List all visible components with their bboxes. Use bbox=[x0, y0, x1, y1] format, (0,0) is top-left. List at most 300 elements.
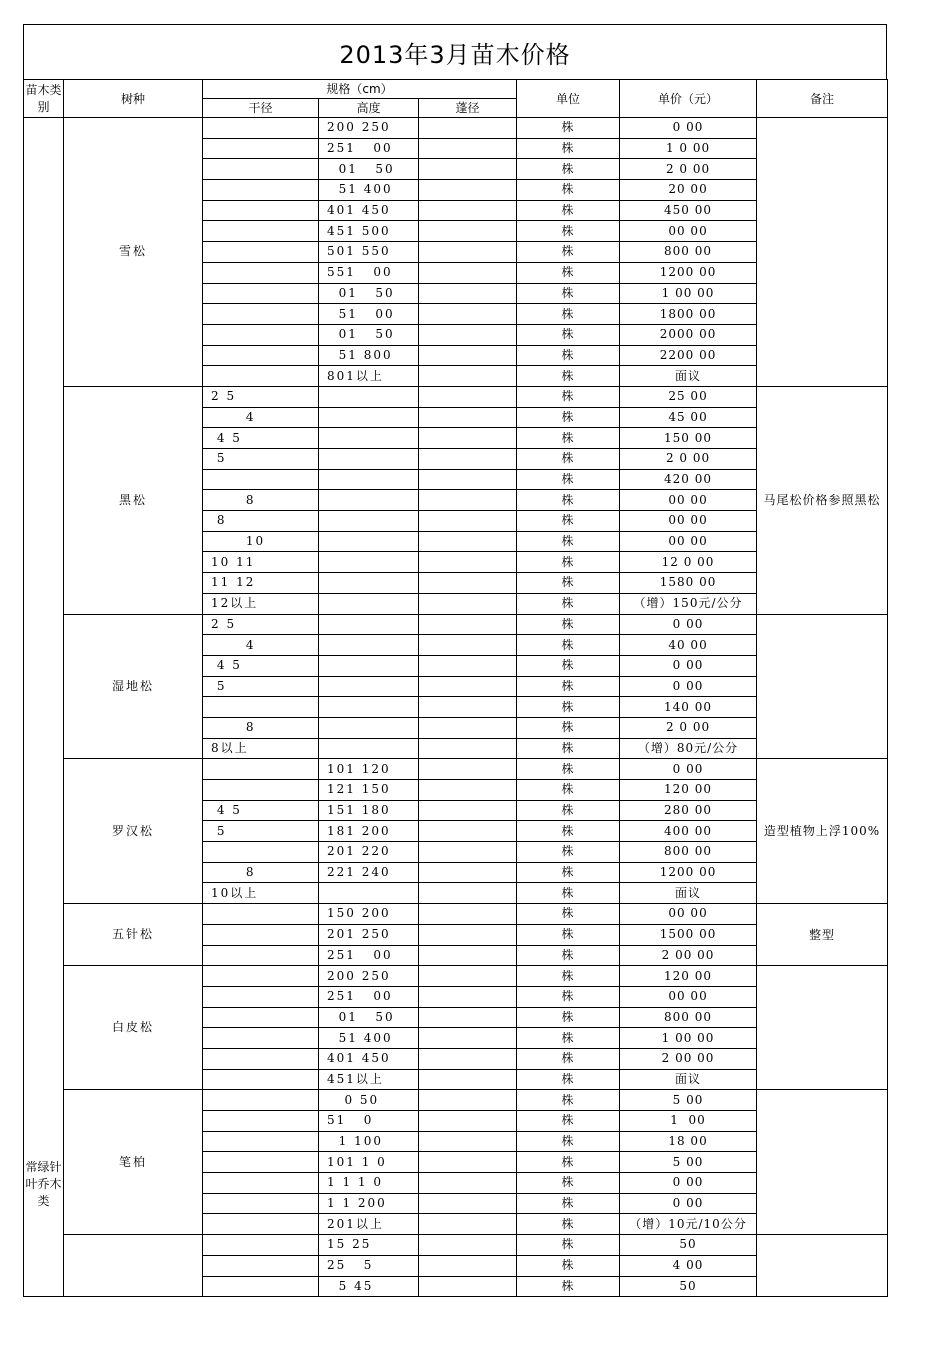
height-cell: 51 400 bbox=[319, 180, 419, 201]
crown-cell bbox=[419, 118, 517, 139]
trunk-cell bbox=[203, 262, 319, 283]
trunk-cell bbox=[203, 324, 319, 345]
trunk-cell bbox=[203, 759, 319, 780]
price-cell: 5 00 bbox=[620, 1152, 757, 1173]
trunk-cell bbox=[203, 697, 319, 718]
price-cell: 0 00 bbox=[620, 614, 757, 635]
header-price: 单价（元） bbox=[620, 80, 757, 118]
unit-cell: 株 bbox=[517, 1193, 620, 1214]
trunk-cell: 8以上 bbox=[203, 738, 319, 759]
crown-cell bbox=[419, 1069, 517, 1090]
price-cell: 00 00 bbox=[620, 221, 757, 242]
table-row bbox=[24, 904, 888, 925]
price-cell: 面议 bbox=[620, 366, 757, 387]
crown-cell bbox=[419, 842, 517, 863]
crown-cell bbox=[419, 1276, 517, 1297]
header-category: 苗木类别 bbox=[24, 80, 64, 118]
trunk-cell bbox=[203, 180, 319, 201]
crown-cell bbox=[419, 966, 517, 987]
unit-cell: 株 bbox=[517, 676, 620, 697]
unit-cell: 株 bbox=[517, 552, 620, 573]
crown-cell bbox=[419, 800, 517, 821]
height-cell: 801以上 bbox=[319, 366, 419, 387]
trunk-cell bbox=[203, 1255, 319, 1276]
crown-cell bbox=[419, 759, 517, 780]
unit-cell: 株 bbox=[517, 118, 620, 139]
height-cell: 451以上 bbox=[319, 1069, 419, 1090]
crown-cell bbox=[419, 945, 517, 966]
header-crown: 蓬径 bbox=[419, 99, 517, 118]
crown-cell bbox=[419, 593, 517, 614]
sheet-title: 2013年3月苗木价格 bbox=[23, 24, 887, 79]
height-cell: 5 45 bbox=[319, 1276, 419, 1297]
unit-cell: 株 bbox=[517, 1152, 620, 1173]
trunk-cell: 4 bbox=[203, 407, 319, 428]
trunk-cell: 4 5 bbox=[203, 428, 319, 449]
price-cell: 150 00 bbox=[620, 428, 757, 449]
crown-cell bbox=[419, 345, 517, 366]
price-cell: 2 0 00 bbox=[620, 449, 757, 470]
price-cell: 0 00 bbox=[620, 1193, 757, 1214]
crown-cell bbox=[419, 200, 517, 221]
price-cell: 40 00 bbox=[620, 635, 757, 656]
crown-cell bbox=[419, 242, 517, 263]
trunk-cell bbox=[203, 159, 319, 180]
price-cell: 面议 bbox=[620, 883, 757, 904]
unit-cell: 株 bbox=[517, 345, 620, 366]
unit-cell: 株 bbox=[517, 945, 620, 966]
unit-cell: 株 bbox=[517, 821, 620, 842]
price-cell: 1 0 00 bbox=[620, 138, 757, 159]
species-cell: 五针松 bbox=[64, 904, 203, 966]
unit-cell: 株 bbox=[517, 428, 620, 449]
height-cell bbox=[319, 635, 419, 656]
trunk-cell: 4 5 bbox=[203, 655, 319, 676]
price-cell: （增）80元/公分 bbox=[620, 738, 757, 759]
crown-cell bbox=[419, 1028, 517, 1049]
price-cell: 1 00 bbox=[620, 1111, 757, 1132]
remark-cell: 马尾松价格参照黑松 bbox=[757, 386, 888, 614]
height-cell: 25 5 bbox=[319, 1255, 419, 1276]
height-cell bbox=[319, 552, 419, 573]
height-cell: 51 400 bbox=[319, 1028, 419, 1049]
height-cell bbox=[319, 407, 419, 428]
unit-cell: 株 bbox=[517, 635, 620, 656]
height-cell: 251 00 bbox=[319, 945, 419, 966]
height-cell: 121 150 bbox=[319, 780, 419, 801]
header-row bbox=[24, 80, 888, 99]
unit-cell: 株 bbox=[517, 904, 620, 925]
trunk-cell bbox=[203, 1007, 319, 1028]
price-cell: 2 0 00 bbox=[620, 717, 757, 738]
unit-cell: 株 bbox=[517, 966, 620, 987]
height-cell bbox=[319, 511, 419, 532]
price-cell: 120 00 bbox=[620, 966, 757, 987]
unit-cell: 株 bbox=[517, 1173, 620, 1194]
crown-cell bbox=[419, 821, 517, 842]
price-cell: 120 00 bbox=[620, 780, 757, 801]
remark-cell bbox=[757, 614, 888, 759]
unit-cell: 株 bbox=[517, 531, 620, 552]
unit-cell: 株 bbox=[517, 883, 620, 904]
crown-cell bbox=[419, 676, 517, 697]
price-cell: 00 00 bbox=[620, 531, 757, 552]
trunk-cell bbox=[203, 283, 319, 304]
unit-cell: 株 bbox=[517, 1111, 620, 1132]
price-cell: 1200 00 bbox=[620, 262, 757, 283]
trunk-cell bbox=[203, 1152, 319, 1173]
unit-cell: 株 bbox=[517, 490, 620, 511]
trunk-cell bbox=[203, 842, 319, 863]
price-cell: 2 0 00 bbox=[620, 159, 757, 180]
remark-cell: 造型植物上浮100% bbox=[757, 759, 888, 904]
height-cell bbox=[319, 676, 419, 697]
price-cell: 00 00 bbox=[620, 986, 757, 1007]
trunk-cell: 2 5 bbox=[203, 386, 319, 407]
height-cell: 251 00 bbox=[319, 138, 419, 159]
price-cell: 450 00 bbox=[620, 200, 757, 221]
price-cell: 50 bbox=[620, 1235, 757, 1256]
trunk-cell: 4 5 bbox=[203, 800, 319, 821]
crown-cell bbox=[419, 262, 517, 283]
crown-cell bbox=[419, 1131, 517, 1152]
price-cell: 00 00 bbox=[620, 490, 757, 511]
height-cell: 1 100 bbox=[319, 1131, 419, 1152]
unit-cell: 株 bbox=[517, 1276, 620, 1297]
price-cell: 1 00 00 bbox=[620, 1028, 757, 1049]
height-cell: 501 550 bbox=[319, 242, 419, 263]
table-row bbox=[24, 118, 888, 139]
price-cell: 45 00 bbox=[620, 407, 757, 428]
unit-cell: 株 bbox=[517, 1255, 620, 1276]
page-cutoff bbox=[0, 1299, 950, 1345]
trunk-cell bbox=[203, 1069, 319, 1090]
crown-cell bbox=[419, 407, 517, 428]
price-sheet bbox=[23, 24, 887, 1297]
height-cell bbox=[319, 531, 419, 552]
unit-cell: 株 bbox=[517, 573, 620, 594]
unit-cell: 株 bbox=[517, 1235, 620, 1256]
price-cell: 00 00 bbox=[620, 511, 757, 532]
unit-cell: 株 bbox=[517, 862, 620, 883]
unit-cell: 株 bbox=[517, 242, 620, 263]
trunk-cell bbox=[203, 1028, 319, 1049]
crown-cell bbox=[419, 1048, 517, 1069]
unit-cell: 株 bbox=[517, 324, 620, 345]
price-cell: 1 00 00 bbox=[620, 283, 757, 304]
trunk-cell: 2 5 bbox=[203, 614, 319, 635]
crown-cell bbox=[419, 449, 517, 470]
trunk-cell bbox=[203, 469, 319, 490]
height-cell bbox=[319, 469, 419, 490]
price-cell: 0 00 bbox=[620, 676, 757, 697]
crown-cell bbox=[419, 635, 517, 656]
height-cell: 01 50 bbox=[319, 1007, 419, 1028]
trunk-cell bbox=[203, 1131, 319, 1152]
price-cell: 2 00 00 bbox=[620, 1048, 757, 1069]
trunk-cell bbox=[203, 986, 319, 1007]
height-cell: 01 50 bbox=[319, 283, 419, 304]
crown-cell bbox=[419, 366, 517, 387]
crown-cell bbox=[419, 180, 517, 201]
height-cell: 221 240 bbox=[319, 862, 419, 883]
trunk-cell: 5 bbox=[203, 676, 319, 697]
height-cell bbox=[319, 738, 419, 759]
height-cell: 151 180 bbox=[319, 800, 419, 821]
trunk-cell bbox=[203, 1193, 319, 1214]
crown-cell bbox=[419, 324, 517, 345]
unit-cell: 株 bbox=[517, 449, 620, 470]
height-cell bbox=[319, 655, 419, 676]
trunk-cell bbox=[203, 924, 319, 945]
header-trunk: 干径 bbox=[203, 99, 319, 118]
price-cell: 00 00 bbox=[620, 904, 757, 925]
trunk-cell bbox=[203, 1111, 319, 1132]
unit-cell: 株 bbox=[517, 614, 620, 635]
unit-cell: 株 bbox=[517, 511, 620, 532]
price-cell: 面议 bbox=[620, 1069, 757, 1090]
crown-cell bbox=[419, 1090, 517, 1111]
price-cell: 0 00 bbox=[620, 1173, 757, 1194]
trunk-cell: 8 bbox=[203, 717, 319, 738]
price-cell: 12 0 00 bbox=[620, 552, 757, 573]
height-cell: 451 500 bbox=[319, 221, 419, 242]
height-cell bbox=[319, 717, 419, 738]
crown-cell bbox=[419, 862, 517, 883]
height-cell bbox=[319, 697, 419, 718]
crown-cell bbox=[419, 573, 517, 594]
unit-cell: 株 bbox=[517, 697, 620, 718]
category-cell: 常绿针叶乔木类 bbox=[24, 118, 64, 1297]
species-cell: 笔柏 bbox=[64, 1090, 203, 1235]
price-cell: 2200 00 bbox=[620, 345, 757, 366]
trunk-cell bbox=[203, 1090, 319, 1111]
height-cell bbox=[319, 490, 419, 511]
crown-cell bbox=[419, 655, 517, 676]
unit-cell: 株 bbox=[517, 138, 620, 159]
trunk-cell: 8 bbox=[203, 862, 319, 883]
trunk-cell: 10以上 bbox=[203, 883, 319, 904]
price-cell: 5 00 bbox=[620, 1090, 757, 1111]
height-cell: 1 1 1 0 bbox=[319, 1173, 419, 1194]
crown-cell bbox=[419, 386, 517, 407]
table-body bbox=[24, 80, 888, 1297]
price-cell: 50 bbox=[620, 1276, 757, 1297]
species-cell bbox=[64, 1235, 203, 1297]
height-cell: 551 00 bbox=[319, 262, 419, 283]
species-cell: 白皮松 bbox=[64, 966, 203, 1090]
unit-cell: 株 bbox=[517, 738, 620, 759]
height-cell bbox=[319, 593, 419, 614]
unit-cell: 株 bbox=[517, 386, 620, 407]
trunk-cell: 4 bbox=[203, 635, 319, 656]
unit-cell: 株 bbox=[517, 221, 620, 242]
price-cell: 0 00 bbox=[620, 759, 757, 780]
price-cell: 140 00 bbox=[620, 697, 757, 718]
crown-cell bbox=[419, 469, 517, 490]
height-cell: 201 220 bbox=[319, 842, 419, 863]
trunk-cell bbox=[203, 366, 319, 387]
height-cell: 401 450 bbox=[319, 200, 419, 221]
height-cell: 101 1 0 bbox=[319, 1152, 419, 1173]
crown-cell bbox=[419, 1173, 517, 1194]
height-cell: 201以上 bbox=[319, 1214, 419, 1235]
price-cell: 800 00 bbox=[620, 242, 757, 263]
trunk-cell bbox=[203, 966, 319, 987]
height-cell bbox=[319, 428, 419, 449]
trunk-cell: 8 bbox=[203, 511, 319, 532]
price-cell: 0 00 bbox=[620, 118, 757, 139]
trunk-cell bbox=[203, 904, 319, 925]
unit-cell: 株 bbox=[517, 924, 620, 945]
table-row bbox=[24, 759, 888, 780]
remark-cell bbox=[757, 966, 888, 1090]
crown-cell bbox=[419, 283, 517, 304]
crown-cell bbox=[419, 924, 517, 945]
height-cell: 251 00 bbox=[319, 986, 419, 1007]
price-cell: （增）10元/10公分 bbox=[620, 1214, 757, 1235]
trunk-cell: 11 12 bbox=[203, 573, 319, 594]
crown-cell bbox=[419, 304, 517, 325]
price-cell: 1800 00 bbox=[620, 304, 757, 325]
height-cell bbox=[319, 614, 419, 635]
trunk-cell bbox=[203, 221, 319, 242]
height-cell: 01 50 bbox=[319, 324, 419, 345]
crown-cell bbox=[419, 780, 517, 801]
height-cell: 0 50 bbox=[319, 1090, 419, 1111]
height-cell: 01 50 bbox=[319, 159, 419, 180]
table-row bbox=[24, 966, 888, 987]
trunk-cell bbox=[203, 242, 319, 263]
unit-cell: 株 bbox=[517, 655, 620, 676]
price-cell: 18 00 bbox=[620, 1131, 757, 1152]
price-cell: 400 00 bbox=[620, 821, 757, 842]
crown-cell bbox=[419, 904, 517, 925]
price-cell: 1200 00 bbox=[620, 862, 757, 883]
height-cell: 51 00 bbox=[319, 304, 419, 325]
price-cell: 20 00 bbox=[620, 180, 757, 201]
unit-cell: 株 bbox=[517, 262, 620, 283]
unit-cell: 株 bbox=[517, 1090, 620, 1111]
crown-cell bbox=[419, 1214, 517, 1235]
header-height: 高度 bbox=[319, 99, 419, 118]
crown-cell bbox=[419, 428, 517, 449]
unit-cell: 株 bbox=[517, 469, 620, 490]
crown-cell bbox=[419, 159, 517, 180]
unit-cell: 株 bbox=[517, 717, 620, 738]
price-cell: 420 00 bbox=[620, 469, 757, 490]
crown-cell bbox=[419, 1235, 517, 1256]
height-cell: 401 450 bbox=[319, 1048, 419, 1069]
crown-cell bbox=[419, 1193, 517, 1214]
price-cell: 800 00 bbox=[620, 842, 757, 863]
unit-cell: 株 bbox=[517, 1028, 620, 1049]
trunk-cell bbox=[203, 200, 319, 221]
trunk-cell bbox=[203, 1048, 319, 1069]
trunk-cell bbox=[203, 1214, 319, 1235]
unit-cell: 株 bbox=[517, 593, 620, 614]
trunk-cell: 8 bbox=[203, 490, 319, 511]
trunk-cell bbox=[203, 345, 319, 366]
unit-cell: 株 bbox=[517, 1048, 620, 1069]
header-spec: 规格（cm） bbox=[203, 80, 517, 99]
crown-cell bbox=[419, 614, 517, 635]
unit-cell: 株 bbox=[517, 159, 620, 180]
unit-cell: 株 bbox=[517, 304, 620, 325]
unit-cell: 株 bbox=[517, 180, 620, 201]
crown-cell bbox=[419, 1152, 517, 1173]
table-row bbox=[24, 1090, 888, 1111]
species-cell: 黑松 bbox=[64, 386, 203, 614]
height-cell: 181 200 bbox=[319, 821, 419, 842]
table-row bbox=[24, 1235, 888, 1256]
trunk-cell: 5 bbox=[203, 449, 319, 470]
crown-cell bbox=[419, 552, 517, 573]
trunk-cell bbox=[203, 118, 319, 139]
remark-cell: 整型 bbox=[757, 904, 888, 966]
price-cell: 800 00 bbox=[620, 1007, 757, 1028]
trunk-cell bbox=[203, 945, 319, 966]
table-row bbox=[24, 614, 888, 635]
crown-cell bbox=[419, 138, 517, 159]
price-cell: 280 00 bbox=[620, 800, 757, 821]
trunk-cell bbox=[203, 1235, 319, 1256]
species-cell: 雪松 bbox=[64, 118, 203, 387]
height-cell: 51 800 bbox=[319, 345, 419, 366]
unit-cell: 株 bbox=[517, 283, 620, 304]
crown-cell bbox=[419, 738, 517, 759]
crown-cell bbox=[419, 1255, 517, 1276]
trunk-cell bbox=[203, 780, 319, 801]
unit-cell: 株 bbox=[517, 1214, 620, 1235]
height-cell: 51 0 bbox=[319, 1111, 419, 1132]
height-cell bbox=[319, 573, 419, 594]
crown-cell bbox=[419, 883, 517, 904]
crown-cell bbox=[419, 1007, 517, 1028]
unit-cell: 株 bbox=[517, 842, 620, 863]
species-cell: 罗汉松 bbox=[64, 759, 203, 904]
unit-cell: 株 bbox=[517, 800, 620, 821]
unit-cell: 株 bbox=[517, 407, 620, 428]
crown-cell bbox=[419, 697, 517, 718]
remark-cell bbox=[757, 1235, 888, 1297]
crown-cell bbox=[419, 1111, 517, 1132]
height-cell bbox=[319, 449, 419, 470]
height-cell: 201 250 bbox=[319, 924, 419, 945]
species-cell: 湿地松 bbox=[64, 614, 203, 759]
trunk-cell: 12以上 bbox=[203, 593, 319, 614]
table-row bbox=[24, 386, 888, 407]
header-species: 树种 bbox=[64, 80, 203, 118]
unit-cell: 株 bbox=[517, 1131, 620, 1152]
trunk-cell: 10 11 bbox=[203, 552, 319, 573]
crown-cell bbox=[419, 717, 517, 738]
price-cell: 4 00 bbox=[620, 1255, 757, 1276]
remark-cell bbox=[757, 1090, 888, 1235]
height-cell: 15 25 bbox=[319, 1235, 419, 1256]
trunk-cell: 5 bbox=[203, 821, 319, 842]
unit-cell: 株 bbox=[517, 780, 620, 801]
price-cell: （增）150元/公分 bbox=[620, 593, 757, 614]
header-unit: 单位 bbox=[517, 80, 620, 118]
trunk-cell bbox=[203, 1276, 319, 1297]
unit-cell: 株 bbox=[517, 759, 620, 780]
header-remark: 备注 bbox=[757, 80, 888, 118]
price-table bbox=[23, 79, 888, 1297]
height-cell bbox=[319, 386, 419, 407]
height-cell: 1 1 200 bbox=[319, 1193, 419, 1214]
height-cell: 101 120 bbox=[319, 759, 419, 780]
